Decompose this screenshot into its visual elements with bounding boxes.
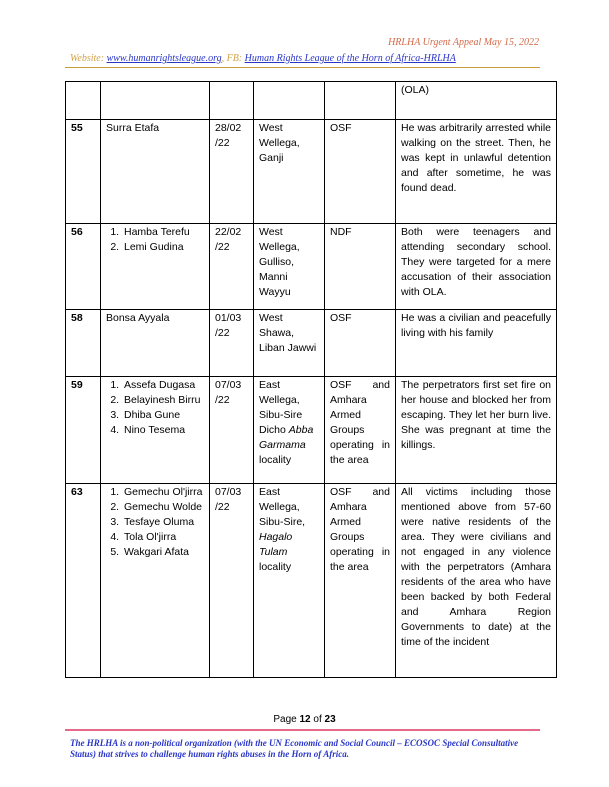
incident-description: The perpetrators first set fire on her house and blocked her from escaping. They let her burn live. She was pregnant at time the killings. <box>396 377 557 484</box>
victim-name: 3. Tesfaye Oluma <box>122 515 204 530</box>
incident-date: 01/03 /22 <box>210 310 254 377</box>
website-link[interactable]: www.humanrightsleague.org <box>106 53 222 64</box>
facebook-link[interactable]: Human Rights League of the Horn of Africa-HRLHA <box>244 53 456 64</box>
victim-names <box>101 484 210 678</box>
incident-description: He was a civilian and peacefully living with his family <box>396 310 557 377</box>
incident-location: West Wellega, Gulliso, Manni Wayyu <box>254 224 325 310</box>
victim-name: 4. Tola Ol'jirra <box>122 530 204 545</box>
perpetrator: OSF <box>325 120 396 224</box>
victim-name: 2. Belayinesh Birru <box>122 393 204 408</box>
incident-date <box>210 82 254 120</box>
appeal-title: HRLHA Urgent Appeal May 15, 2022 <box>388 37 539 48</box>
incident-location <box>254 82 325 120</box>
case-number: 59 <box>66 377 101 484</box>
incident-location: West Wellega, Ganji <box>254 120 325 224</box>
victim-names <box>101 377 210 484</box>
header-links <box>70 53 540 64</box>
incident-location: West Shawa, Liban Jawwi <box>254 310 325 377</box>
incident-date: 28/02 /22 <box>210 120 254 224</box>
incident-date: 22/02 /22 <box>210 224 254 310</box>
perpetrator <box>325 82 396 120</box>
incident-description: (OLA) <box>396 82 557 120</box>
victim-name: 5. Wakgari Afata <box>122 545 204 560</box>
victim-names: Bonsa Ayyala <box>101 310 210 377</box>
table-row <box>66 484 557 678</box>
case-number: 55 <box>66 120 101 224</box>
incident-description: All victims including those mentioned above from 57-60 were native residents of the area. They were civilians and not engaged in any violence with the perpetrators (Amhara residents of the area who have been backed by both Federal and Amhara Region Governments to date) at the time of the incident <box>396 484 557 678</box>
victim-name: 1. Assefa Dugasa <box>122 378 204 393</box>
victim-names: Surra Etafa <box>101 120 210 224</box>
victim-name: 4. Nino Tesema <box>122 423 204 438</box>
incident-table <box>65 81 557 678</box>
header-divider <box>65 67 540 68</box>
perpetrator: OSF <box>325 310 396 377</box>
victim-list <box>106 378 204 438</box>
victim-name: 2. Lemi Gudina <box>122 240 204 255</box>
perpetrator: OSF and Amhara Armed Groups operating in the area <box>325 377 396 484</box>
victim-list <box>106 225 204 255</box>
footer-mission: The HRLHA is a non-political organization (with the UN Economic and Social Council – ECOSOC Special Consultative Status) that strives to challenge human rights abuses in the Horn of Africa. <box>70 738 519 759</box>
incident-location: East Wellega, Sibu-Sire Dicho Abba Garmama locality <box>254 377 325 484</box>
case-number: 56 <box>66 224 101 310</box>
case-number: 63 <box>66 484 101 678</box>
incident-description: Both were teenagers and attending secondary school. They were targeted for a mere accusation of their association with OLA. <box>396 224 557 310</box>
victim-names <box>101 224 210 310</box>
table-row <box>66 224 557 310</box>
table-row <box>66 377 557 484</box>
perpetrator: OSF and Amhara Armed Groups operating in the area <box>325 484 396 678</box>
incident-location: East Wellega, Sibu-Sire, Hagalo Tulam locality <box>254 484 325 678</box>
victim-name: 3. Dhiba Gune <box>122 408 204 423</box>
victim-list <box>106 485 204 560</box>
case-number: 58 <box>66 310 101 377</box>
incident-date: 07/03 /22 <box>210 484 254 678</box>
table-row <box>66 310 557 377</box>
incident-date: 07/03 /22 <box>210 377 254 484</box>
page-number: Page 12 of 23 <box>273 714 336 725</box>
victim-name: 1. Hamba Terefu <box>122 225 204 240</box>
footer-divider <box>65 729 540 731</box>
website-label: Website: <box>70 53 105 64</box>
table-row <box>66 82 557 120</box>
table-row <box>66 120 557 224</box>
incident-description: He was arbitrarily arrested while walking on the street. Then, he was kept in unlawful detention and after sometime, he was found dead. <box>396 120 557 224</box>
fb-label: , FB: <box>221 53 243 64</box>
victim-names <box>101 82 210 120</box>
perpetrator: NDF <box>325 224 396 310</box>
victim-name: 2. Gemechu Wolde <box>122 500 204 515</box>
victim-name: 1. Gemechu Ol'jirra <box>122 485 204 500</box>
case-number <box>66 82 101 120</box>
